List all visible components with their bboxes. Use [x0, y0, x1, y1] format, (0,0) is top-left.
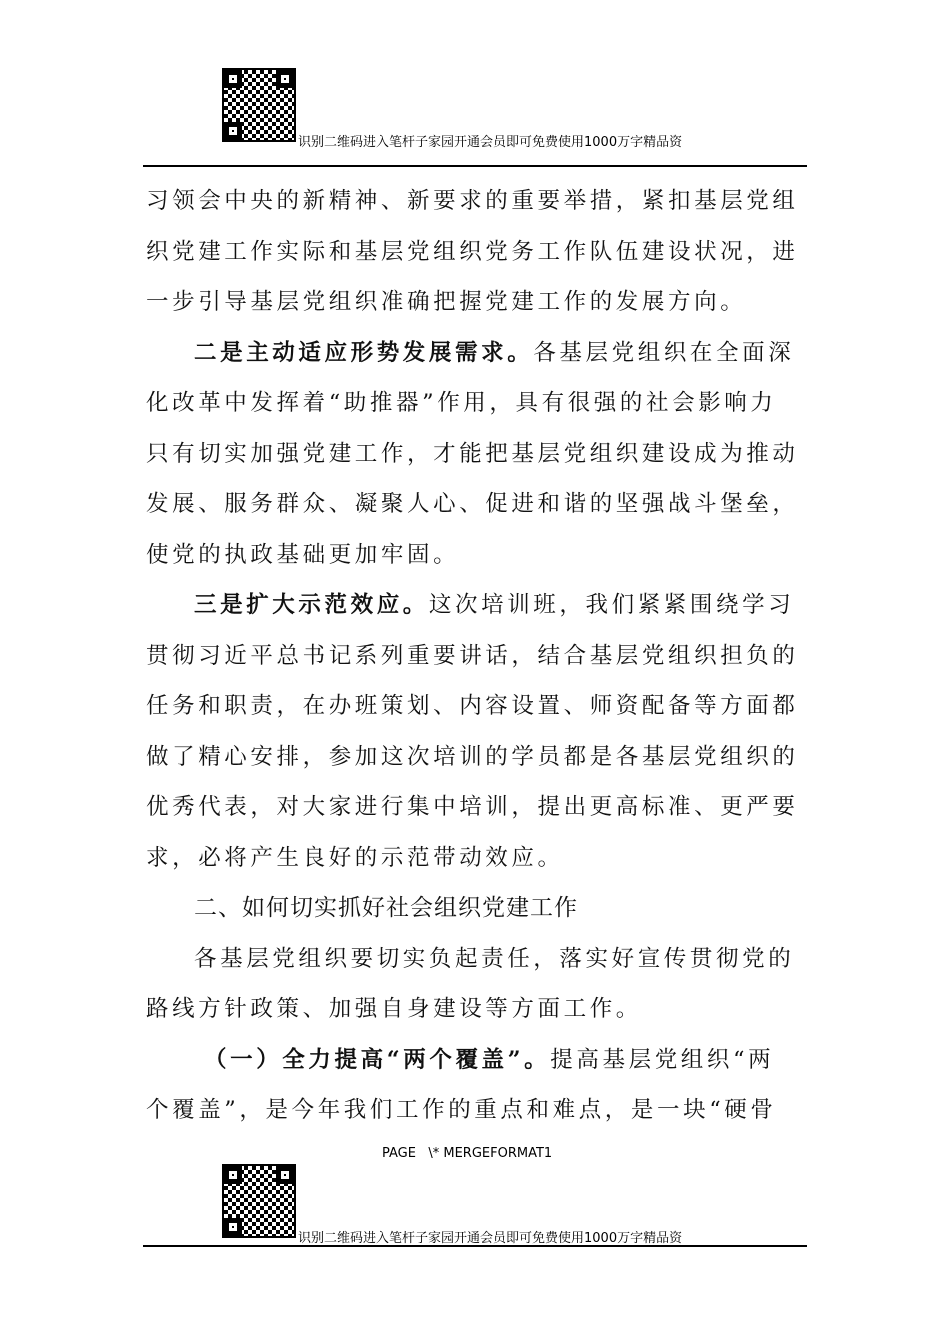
- body-line: [146, 277, 806, 328]
- body-line: [146, 782, 806, 833]
- body-line: [146, 580, 806, 631]
- point-lead-in: 三是扩大示范效应。: [194, 592, 429, 618]
- text-run: 各基层党组织要切实负起责任，落实好宣传贯彻党的: [194, 945, 795, 972]
- body-line: [146, 530, 806, 581]
- body-line: [146, 176, 806, 227]
- body-line: [146, 934, 806, 985]
- text-run: 贯彻习近平总书记系列重要讲话，结合基层党组织担负的: [146, 642, 799, 669]
- body-line: [146, 479, 806, 530]
- text-run: 只有切实加强党建工作，才能把基层党组织建设成为推动: [146, 440, 799, 467]
- text-run: 习领会中央的新精神、新要求的重要举措，紧扣基层党组: [146, 188, 799, 214]
- text-run: 各基层党组织在全面深: [533, 339, 795, 366]
- body-line: [146, 328, 806, 379]
- page-number-field: PAGE \* MERGEFORMAT1: [382, 1146, 553, 1161]
- header-banner-text: 识别二维码进入笔杆子家园开通会员即可免费使用1000万字精品资: [298, 135, 683, 150]
- body-line: [146, 984, 806, 1035]
- text-run: 发展、服务群众、凝聚人心、促进和谐的坚强战斗堡垒，: [146, 491, 799, 517]
- body-line: [146, 631, 806, 682]
- text-run: 优秀代表，对大家进行集中培训，提出更高标准、更严要: [146, 794, 799, 820]
- body-line: [146, 833, 806, 884]
- footer-banner-text: 识别二维码进入笔杆子家园开通会员即可免费使用1000万字精品资: [298, 1231, 683, 1246]
- body-line: [146, 681, 806, 732]
- text-run: 织党建工作实际和基层党组织党务工作队伍建设状况，进: [146, 238, 799, 265]
- point-lead-in: 二是主动适应形势发展需求。: [194, 339, 534, 366]
- point-lead-in: （一）全力提高“两个覆盖”。: [204, 1046, 551, 1073]
- header-qr-code: [222, 68, 296, 142]
- text-run: 个覆盖”，是今年我们工作的重点和难点，是一块“硬骨: [146, 1097, 777, 1123]
- body-line: [146, 227, 806, 278]
- footer-rule: [143, 1245, 807, 1247]
- text-run: 一步引导基层党组织准确把握党建工作的发展方向。: [146, 289, 747, 315]
- body-line: [146, 732, 806, 783]
- text-run: 求，必将产生良好的示范带动效应。: [146, 844, 564, 871]
- text-run: 提高基层党组织“两: [550, 1046, 775, 1073]
- body-line: [146, 429, 806, 480]
- text-run: 做了精心安排，参加这次培训的学员都是各基层党组织的: [146, 743, 799, 770]
- body-line: [146, 1085, 806, 1136]
- document-body: [146, 176, 806, 1136]
- text-run: 这次培训班，我们紧紧围绕学习: [428, 592, 795, 618]
- heading-text: 二、如何切实抓好社会组织党建工作: [194, 895, 578, 921]
- footer-qr-code: [222, 1164, 296, 1238]
- text-run: 任务和职责，在办班策划、内容设置、师资配备等方面都: [146, 693, 799, 719]
- body-line: [146, 1035, 806, 1086]
- body-line: [146, 378, 806, 429]
- text-run: 化改革中发挥着“助推器”作用，具有很强的社会影响力: [146, 390, 777, 416]
- text-run: 使党的执政基础更加牢固。: [146, 541, 460, 568]
- header-rule: [143, 165, 807, 167]
- section-heading: [146, 883, 806, 934]
- text-run: 路线方针政策、加强自身建设等方面工作。: [146, 996, 642, 1022]
